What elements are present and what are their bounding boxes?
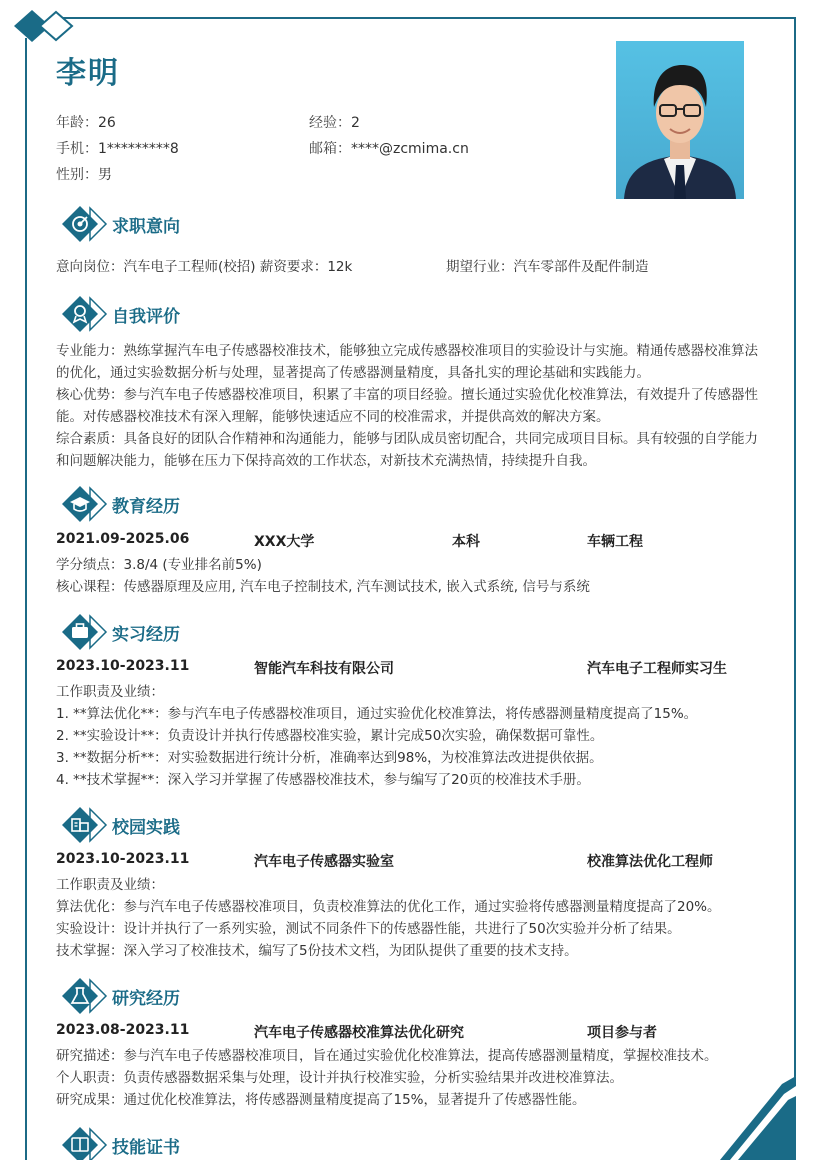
gender-row [56,164,112,184]
phone-value: 1*********8 [98,141,179,157]
campus-line: 算法优化：参与汽车电子传感器校准项目，负责校准算法的优化工作，通过实验将传感器测量精度提高了20%。 [56,899,721,915]
research-role: 项目参与者 [587,1025,657,1041]
profile-photo [616,41,744,199]
section-title-self: 自我评价 [112,306,180,327]
section-title-education: 教育经历 [112,496,180,517]
frame-right-line [794,17,796,1160]
internship-row [56,658,768,680]
internship-line: 2. **实验设计**：负责设计并执行传感器校准实验，累计完成50次实验，确保数据可靠性。 [56,728,604,744]
internship-line: 1. **算法优化**：参与汽车电子传感器校准项目，通过实验优化校准算法，将传感器测量精度提高了15%。 [56,706,698,722]
age-value: 26 [98,115,116,131]
section-header-intent [60,204,180,244]
section-header-self [60,294,180,334]
age-label: 年龄： [56,115,98,131]
research-project: 汽车电子传感器校准算法优化研究 [254,1025,464,1041]
briefcase-icon [60,612,108,652]
education-row [56,531,768,553]
frame-left-line [25,38,27,1160]
section-header-education [60,484,180,524]
education-degree: 本科 [452,534,480,550]
campus-role: 校准算法优化工程师 [587,854,713,870]
book-icon [60,1125,108,1160]
section-header-internship [60,612,180,652]
gender-value: 男 [98,167,112,183]
intent-position [56,256,768,278]
intent-position-text: 意向岗位：汽车电子工程师(校招) 薪资要求：12k [56,259,353,275]
age-row [56,112,116,132]
internship-line: 4. **技术掌握**：深入学习并掌握了传感器校准技术，参与编写了20页的校准技术手册。 [56,772,590,788]
candidate-name: 李明 [56,56,120,91]
email-row [309,138,469,158]
campus-period: 2023.10-2023.11 [56,851,190,867]
frame-top-line [62,17,796,19]
research-line: 个人职责：负责传感器数据采集与处理，设计并执行校准实验，分析实验结果并改进校准算法。 [56,1070,623,1086]
internship-period: 2023.10-2023.11 [56,658,190,674]
corner-diamond-decoration [10,8,80,44]
graduation-cap-icon [60,484,108,524]
award-icon [60,294,108,334]
email-label: 邮箱： [309,141,351,157]
campus-org: 汽车电子传感器实验室 [254,854,394,870]
self-eval-2: 核心优势：参与汽车电子传感器校准项目，积累了丰富的项目经验。擅长通过实验优化校准算法，有效提升了传感器性能。对传感器校准技术有深入理解，能够快速适应不同的校准需求，并提供高效的解决方案。 [56,387,758,425]
section-title-skills: 技能证书 [112,1137,180,1158]
self-eval-3: 综合素质：具备良好的团队合作精神和沟通能力，能够与团队成员密切配合，共同完成项目目标。具有较强的自学能力和问题解决能力，能够在压力下保持高效的工作状态，对新技术充满热情，持续提升自我。 [56,431,758,469]
section-header-campus [60,805,180,845]
section-title-campus: 校园实践 [112,817,180,838]
section-title-internship: 实习经历 [112,624,180,645]
self-eval-1: 专业能力：熟练掌握汽车电子传感器校准技术，能够独立完成传感器校准项目的实验设计与实施。精通传感器校准算法的优化，通过实验数据分析与处理，显著提高了传感器测量精度，具备扎实的理论基础和实践能力。 [56,343,758,381]
experience-label: 经验： [309,115,351,131]
education-gpa: 学分绩点：3.8/4 (专业排名前5%) [56,557,262,573]
phone-row [56,138,179,158]
section-title-research: 研究经历 [112,988,180,1009]
phone-label: 手机： [56,141,98,157]
section-header-research [60,976,180,1016]
research-row [56,1022,768,1044]
education-major: 车辆工程 [587,534,643,550]
research-period: 2023.08-2023.11 [56,1022,190,1038]
gender-label: 性别： [56,167,98,183]
internship-company: 智能汽车科技有限公司 [254,661,394,677]
experience-value: 2 [351,115,360,131]
internship-role: 汽车电子工程师实习生 [587,661,727,677]
campus-line: 实验设计：设计并执行了一系列实验，测试不同条件下的传感器性能，共进行了50次实验并分析了结果。 [56,921,681,937]
education-period: 2021.09-2025.06 [56,531,190,547]
education-school: XXX大学 [254,534,315,550]
experience-row [309,112,360,132]
campus-line: 工作职责及业绩： [56,877,164,893]
education-courses: 核心课程：传感器原理及应用, 汽车电子控制技术, 汽车测试技术, 嵌入式系统, 信号与系统 [56,579,590,595]
flask-icon [60,976,108,1016]
internship-line: 工作职责及业绩： [56,684,164,700]
email-value: ****@zcmima.cn [351,141,469,157]
research-line: 研究描述：参与汽车电子传感器校准项目，旨在通过实验优化校准算法，提高传感器测量精度，掌握校准技术。 [56,1048,718,1064]
intent-industry-text: 期望行业：汽车零部件及配件制造 [446,259,649,275]
campus-line: 技术掌握：深入学习了校准技术，编写了5份技术文档，为团队提供了重要的技术支持。 [56,943,578,959]
section-title-intent: 求职意向 [112,216,180,237]
section-header-skills [60,1125,180,1160]
research-line: 研究成果：通过优化校准算法，将传感器测量精度提高了15%，显著提升了传感器性能。 [56,1092,586,1108]
building-icon [60,805,108,845]
internship-line: 3. **数据分析**：对实验数据进行统计分析，准确率达到98%，为校准算法改进提供依据。 [56,750,603,766]
target-icon [60,204,108,244]
campus-row [56,851,768,873]
